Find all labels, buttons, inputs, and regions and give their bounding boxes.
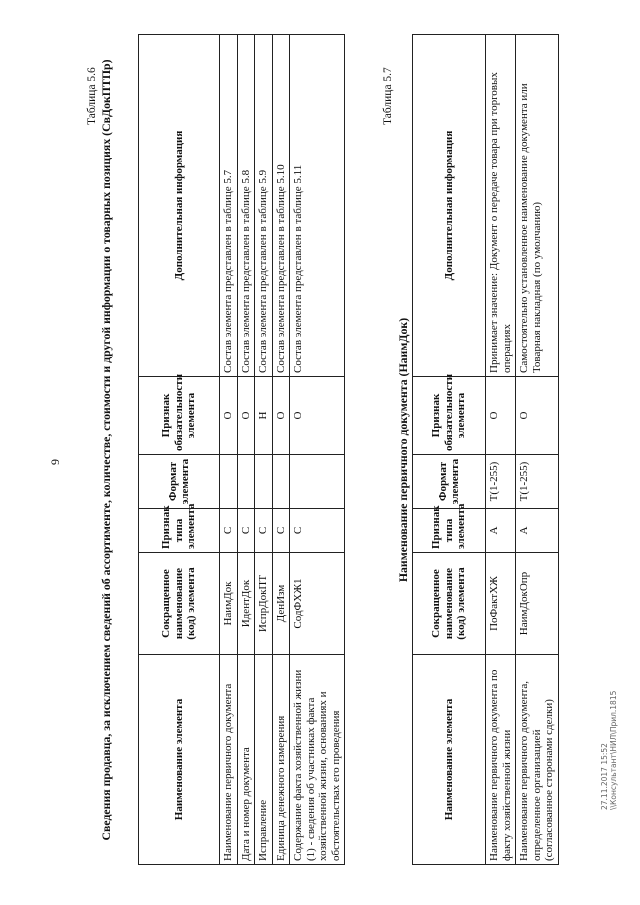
table-row	[237, 35, 255, 865]
element-info-cell: Самостоятельно установленное наименование документа или Товарная накладная (по умолчанию)	[516, 35, 559, 377]
footnote-line: \\Консультант\НИЛ\Прил.1815	[609, 690, 618, 810]
element-info-cell: Состав элемента представлен в таблице 5.7	[220, 35, 238, 377]
header-cell: Наименование элемента	[139, 655, 220, 865]
table-5-7-label: Таблица 5.7	[382, 67, 394, 125]
footnote-line: 27.11.2017 15:52	[600, 743, 609, 810]
element-info-cell: Принимает значение: Документ о передаче товара при торговых операциях	[486, 35, 516, 377]
table-row	[255, 35, 273, 865]
table-5-6-label: Таблица 5.6	[86, 67, 98, 125]
element-type-cell: С	[272, 509, 290, 553]
element-info-cell: Состав элемента представлен в таблице 5.9	[255, 35, 273, 377]
element-type-cell: С	[255, 509, 273, 553]
element-code-cell: НаимДок	[220, 553, 238, 655]
element-code-cell: НаимДокОпр	[516, 553, 559, 655]
element-format-cell	[255, 455, 273, 509]
header-cell: Сокращенное наименование (код) элемента	[139, 553, 220, 655]
element-required-cell: О	[272, 377, 290, 455]
element-name-cell: Единица денежного измерения	[272, 655, 290, 865]
element-format-cell	[272, 455, 290, 509]
element-required-cell: О	[486, 377, 516, 455]
element-name-cell: Содержание факта хозяйственной жизни (1) - сведения об участниках факта хозяйственной жизни, основаниях и обстоятельствах его проведения	[290, 655, 345, 865]
element-required-cell: О	[220, 377, 238, 455]
table-row	[486, 35, 516, 865]
element-code-cell: СодФХЖ1	[290, 553, 345, 655]
element-code-cell: ИдентДок	[237, 553, 255, 655]
element-format-cell: T(1-255)	[516, 455, 559, 509]
element-code-cell: ДенИзм	[272, 553, 290, 655]
element-required-cell: О	[237, 377, 255, 455]
table-5-7	[412, 34, 559, 865]
header-cell: Признак обязательности элемента	[139, 377, 220, 455]
table-5-7-caption: Наименование первичного документа (НаимДок)	[396, 317, 410, 583]
header-cell: Формат элемента	[139, 455, 220, 509]
element-type-cell: А	[516, 509, 559, 553]
element-format-cell	[290, 455, 345, 509]
header-cell: Наименование элемента	[413, 655, 486, 865]
header-cell: Дополнительная информация	[139, 35, 220, 377]
header-cell: Признак типа элемента	[139, 509, 220, 553]
table-row	[220, 35, 238, 865]
element-type-cell: С	[237, 509, 255, 553]
element-code-cell: ПоФактХЖ	[486, 553, 516, 655]
table-5-6	[138, 34, 345, 865]
element-name-cell: Исправление	[255, 655, 273, 865]
header-cell: Формат элемента	[413, 455, 486, 509]
table-5-6-caption: Сведения продавца, за исключением сведений об ассортименте, количестве, стоимости и другой информации о товарных позициях (СвДокПТПр)	[99, 59, 113, 841]
element-type-cell: С	[290, 509, 345, 553]
element-info-cell: Состав элемента представлен в таблице 5.11	[290, 35, 345, 377]
element-type-cell: С	[220, 509, 238, 553]
header-cell: Сокращенное наименование (код) элемента	[413, 553, 486, 655]
element-format-cell	[237, 455, 255, 509]
footnote	[600, 691, 618, 810]
element-required-cell: О	[516, 377, 559, 455]
page-number: 9	[48, 459, 62, 465]
table-header-row	[139, 35, 220, 865]
table-row	[516, 35, 559, 865]
element-name-cell: Наименование первичного документа по факту хозяйственной жизни	[486, 655, 516, 865]
table-header-row	[413, 35, 486, 865]
element-info-cell: Состав элемента представлен в таблице 5.10	[272, 35, 290, 377]
header-cell: Признак типа элемента	[413, 509, 486, 553]
element-name-cell: Наименование первичного документа	[220, 655, 238, 865]
element-code-cell: ИспрДокПТ	[255, 553, 273, 655]
table-row	[272, 35, 290, 865]
element-type-cell: А	[486, 509, 516, 553]
header-cell: Признак обязательности элемента	[413, 377, 486, 455]
element-info-cell: Состав элемента представлен в таблице 5.8	[237, 35, 255, 377]
element-name-cell: Наименование первичного документа, определенное организацией (согласованное сторонами сделки)	[516, 655, 559, 865]
element-format-cell	[220, 455, 238, 509]
element-required-cell: О	[290, 377, 345, 455]
element-format-cell: T(1-255)	[486, 455, 516, 509]
element-required-cell: Н	[255, 377, 273, 455]
table-row	[290, 35, 345, 865]
header-cell: Дополнительная информация	[413, 35, 486, 377]
element-name-cell: Дата и номер документа	[237, 655, 255, 865]
